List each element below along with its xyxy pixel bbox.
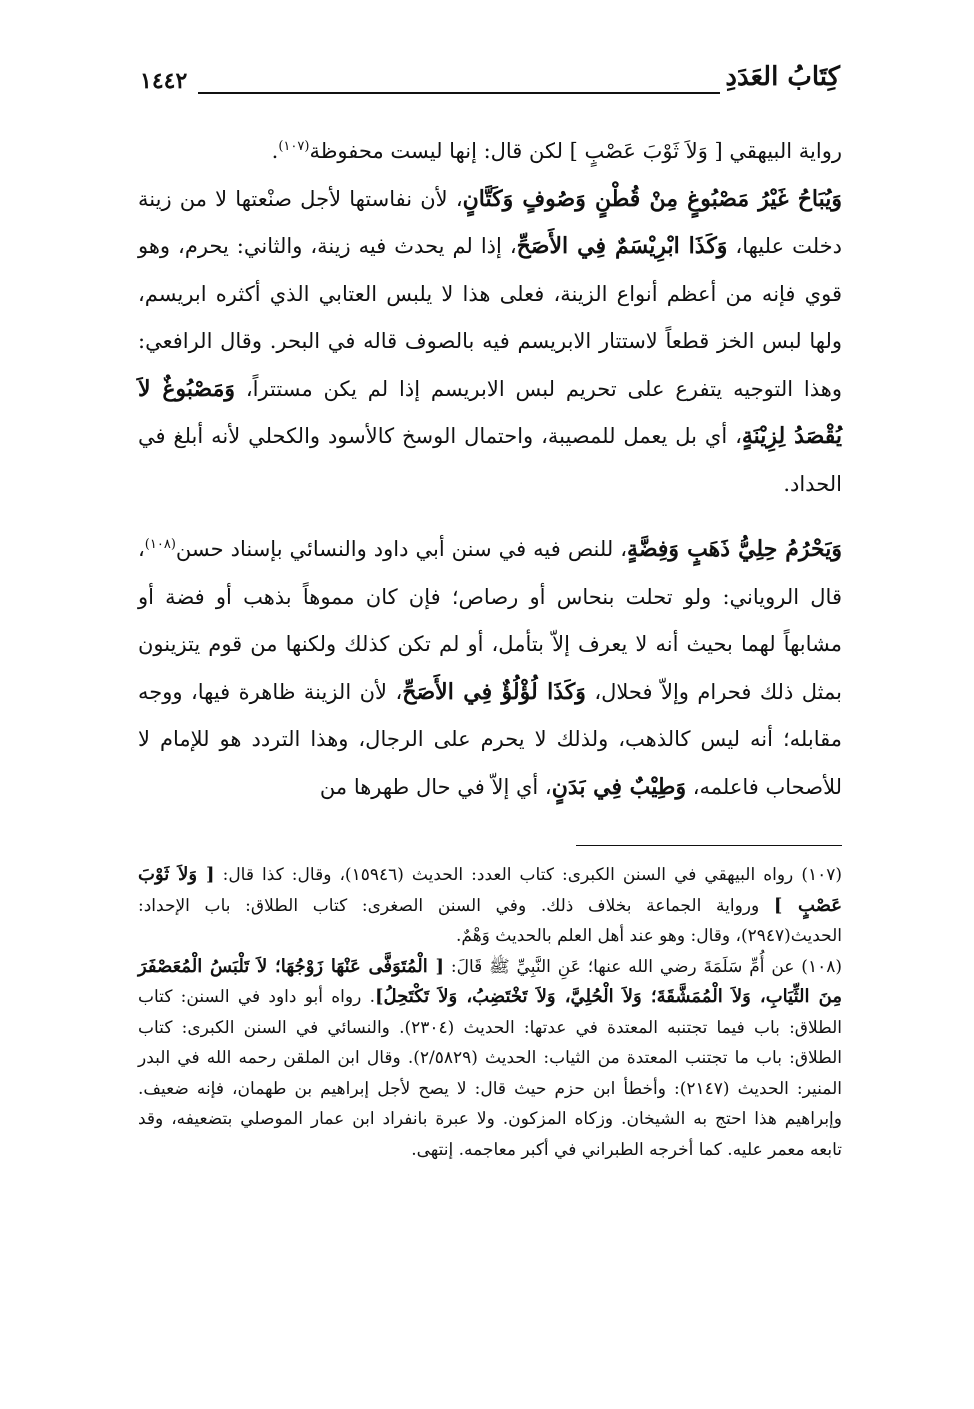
- footnote-text: رواه البيهقي في السنن الكبرى: كتاب العدد: الحديث (١٥٩٤٦)، وقال: كذا قال:: [214, 865, 802, 885]
- paragraph-text: ، للنص فيه في سنن أبي داود والنسائي بإسناد حسن: [175, 537, 628, 561]
- paragraph-text: ، أي بل يعمل للمصيبة، واحتمال الوسخ كالأسود والكحلي لأنه أبلغ في الحداد.: [138, 424, 842, 496]
- paragraph-text: ، لأن نفاستها لأجل صنْعتها لا من زينة دخلت عليها،: [138, 186, 842, 258]
- paragraph-3: [138, 526, 842, 811]
- paragraph-text: ، قال الروياني: ولو تحلت بنحاس أو رصاص؛ فإن كان مموهاً بذهب أو فضة أو مشابهاً لهما بحيث أنه لا يعرف إلاّ بتأمل، أو لم تكن كذلك ولكنها من قوم يتزينون بمثل ذلك فحرام وإلاّ فحلال،: [138, 537, 842, 704]
- footnote-text: ورواية الجماعة بخلاف ذلك. وفي السنن الصغرى: كتاب الطلاق: باب الإحداد: الحديث(٢٩٤٧)، وقال: وهو عند أهل العلم بالحديث وَهْمٌ.: [138, 895, 842, 946]
- footnote-text: . رواه أبو داود في السنن: كتاب الطلاق: باب فيما تجتنبه المعتدة في عدتها: الحديث (٢٣٠٤). والنسائي في السنن الكبرى: كتاب الطلاق: باب ما تجتنب المعتدة من الثياب: الحديث (٢/٥٨٢٩). وقال ابن الملقن رحمه الله في البدر المنير: الحديث (٢١٤٧): وأخطأ ابن حزم حيث قال: لا يصح لأجل إبراهيم بن طهمان، فإنه ضعيف. وإبراهيم هذا احتج به الشيخان. وزكاه المزكون. ولا عبرة بانفراد ابن عمار الموصلي بتضعيفه، وقد تابعه معمر عليه. كما أخرجه الطبراني في أكبر معاجمه. إنتهى.: [138, 987, 843, 1160]
- paragraph-text: رواية البيهقي [ وَلاَ ثَوْبَ عَصْبٍ ] لكن قال: إنها ليست محفوظة: [309, 139, 842, 163]
- book-title: كِتَابُ العَدَدِ: [725, 62, 840, 92]
- paragraph-text: ، إذا لم يحدث فيه زينة، والثاني: يحرم، وهو قوي فإنه من أعظم أنواع الزينة، فعلى هذا لا يلبس العتابي الذي أكثره ابريسم، ولها لبس الخز قطعاً لاستتار الابريسم فيه بالصوف قاله في البحر. وقال الرافعي: وهذا التوجيه يتفرع على تحريم لبس الابريسم إذا لم يكن مستتراً،: [138, 234, 843, 401]
- matn-text: وَيُبَاحُ غَيْرُ مَصْبُوغٍ مِنْ قُطْنٍ وَصُوفٍ وَكَتَّانٍ: [462, 185, 842, 212]
- footnote-ref-107: (١٠٧): [278, 139, 310, 154]
- running-header: [140, 62, 840, 102]
- paragraph-2: [138, 176, 842, 509]
- footnote-quote: [ وَلاَ ثَوْبَ عَصْبٍ ]: [138, 864, 843, 916]
- matn-text: وَمَصْبُوغٌ لاَ يُقْصَدُ لِزِيْنَةٍ: [138, 375, 842, 449]
- header-rule: [198, 92, 720, 94]
- footnote-number: (١٠٨): [801, 956, 842, 977]
- footnote-107: [138, 860, 842, 952]
- matn-text: وَيَحْرُمُ حِلِيُّ ذَهَبٍ وَفِضَّةٍ: [627, 536, 843, 562]
- footnote-number: (١٠٧): [801, 865, 842, 885]
- matn-text: وَطِيْبٌ فِي بَدَنٍ: [551, 773, 687, 800]
- matn-text: وَكَذَا لُؤْلُؤٌ فِي الأَصَحِّ: [402, 678, 586, 705]
- footnote-rule: [576, 845, 842, 846]
- paragraph-text: ، لأن الزينة ظاهرة فيها، ووجه مقابله؛ أنه ليس كالذهب، ولذلك لا يحرم على الرجال، وهذا التردد هو للإمام لا للأصحاب فاعلمه،: [138, 679, 842, 799]
- paragraph-gap: [138, 508, 842, 526]
- footnotes: [138, 860, 842, 1165]
- paragraph-text: .: [271, 139, 279, 163]
- main-text: [138, 128, 842, 811]
- paragraph-1: [138, 128, 842, 176]
- paragraph-text: ، أي إلاّ في حال طهرها من: [319, 774, 552, 799]
- footnote-ref-108: (١٠٨): [144, 537, 176, 552]
- footnote-quote: [ الْمُتَوَفَّى عَنْهَا زَوْجُهَا؛ لاَ تَلْبَسُ الْمُعَصْفَرَ مِنَ الثِّيَابِ، وَلاَ الْمُمَشَّقَةَ؛ وَلاَ الْحُلِيَّ، وَلاَ تَخْتَضِبُ، وَلاَ تَكْتَحِلُ]: [138, 955, 842, 1007]
- matn-text: وَكَذَا ابْرِيْسَمٌ فِي الأَصَحِّ: [516, 233, 728, 259]
- footnote-108: [138, 952, 842, 1166]
- footnote-text: عن أُمِّ سَلَمَةَ رضي الله عنها؛ عَنِ النَّبِيِّ ﷺ قَالَ:: [444, 956, 802, 977]
- page-number: ١٤٤٢: [140, 68, 188, 94]
